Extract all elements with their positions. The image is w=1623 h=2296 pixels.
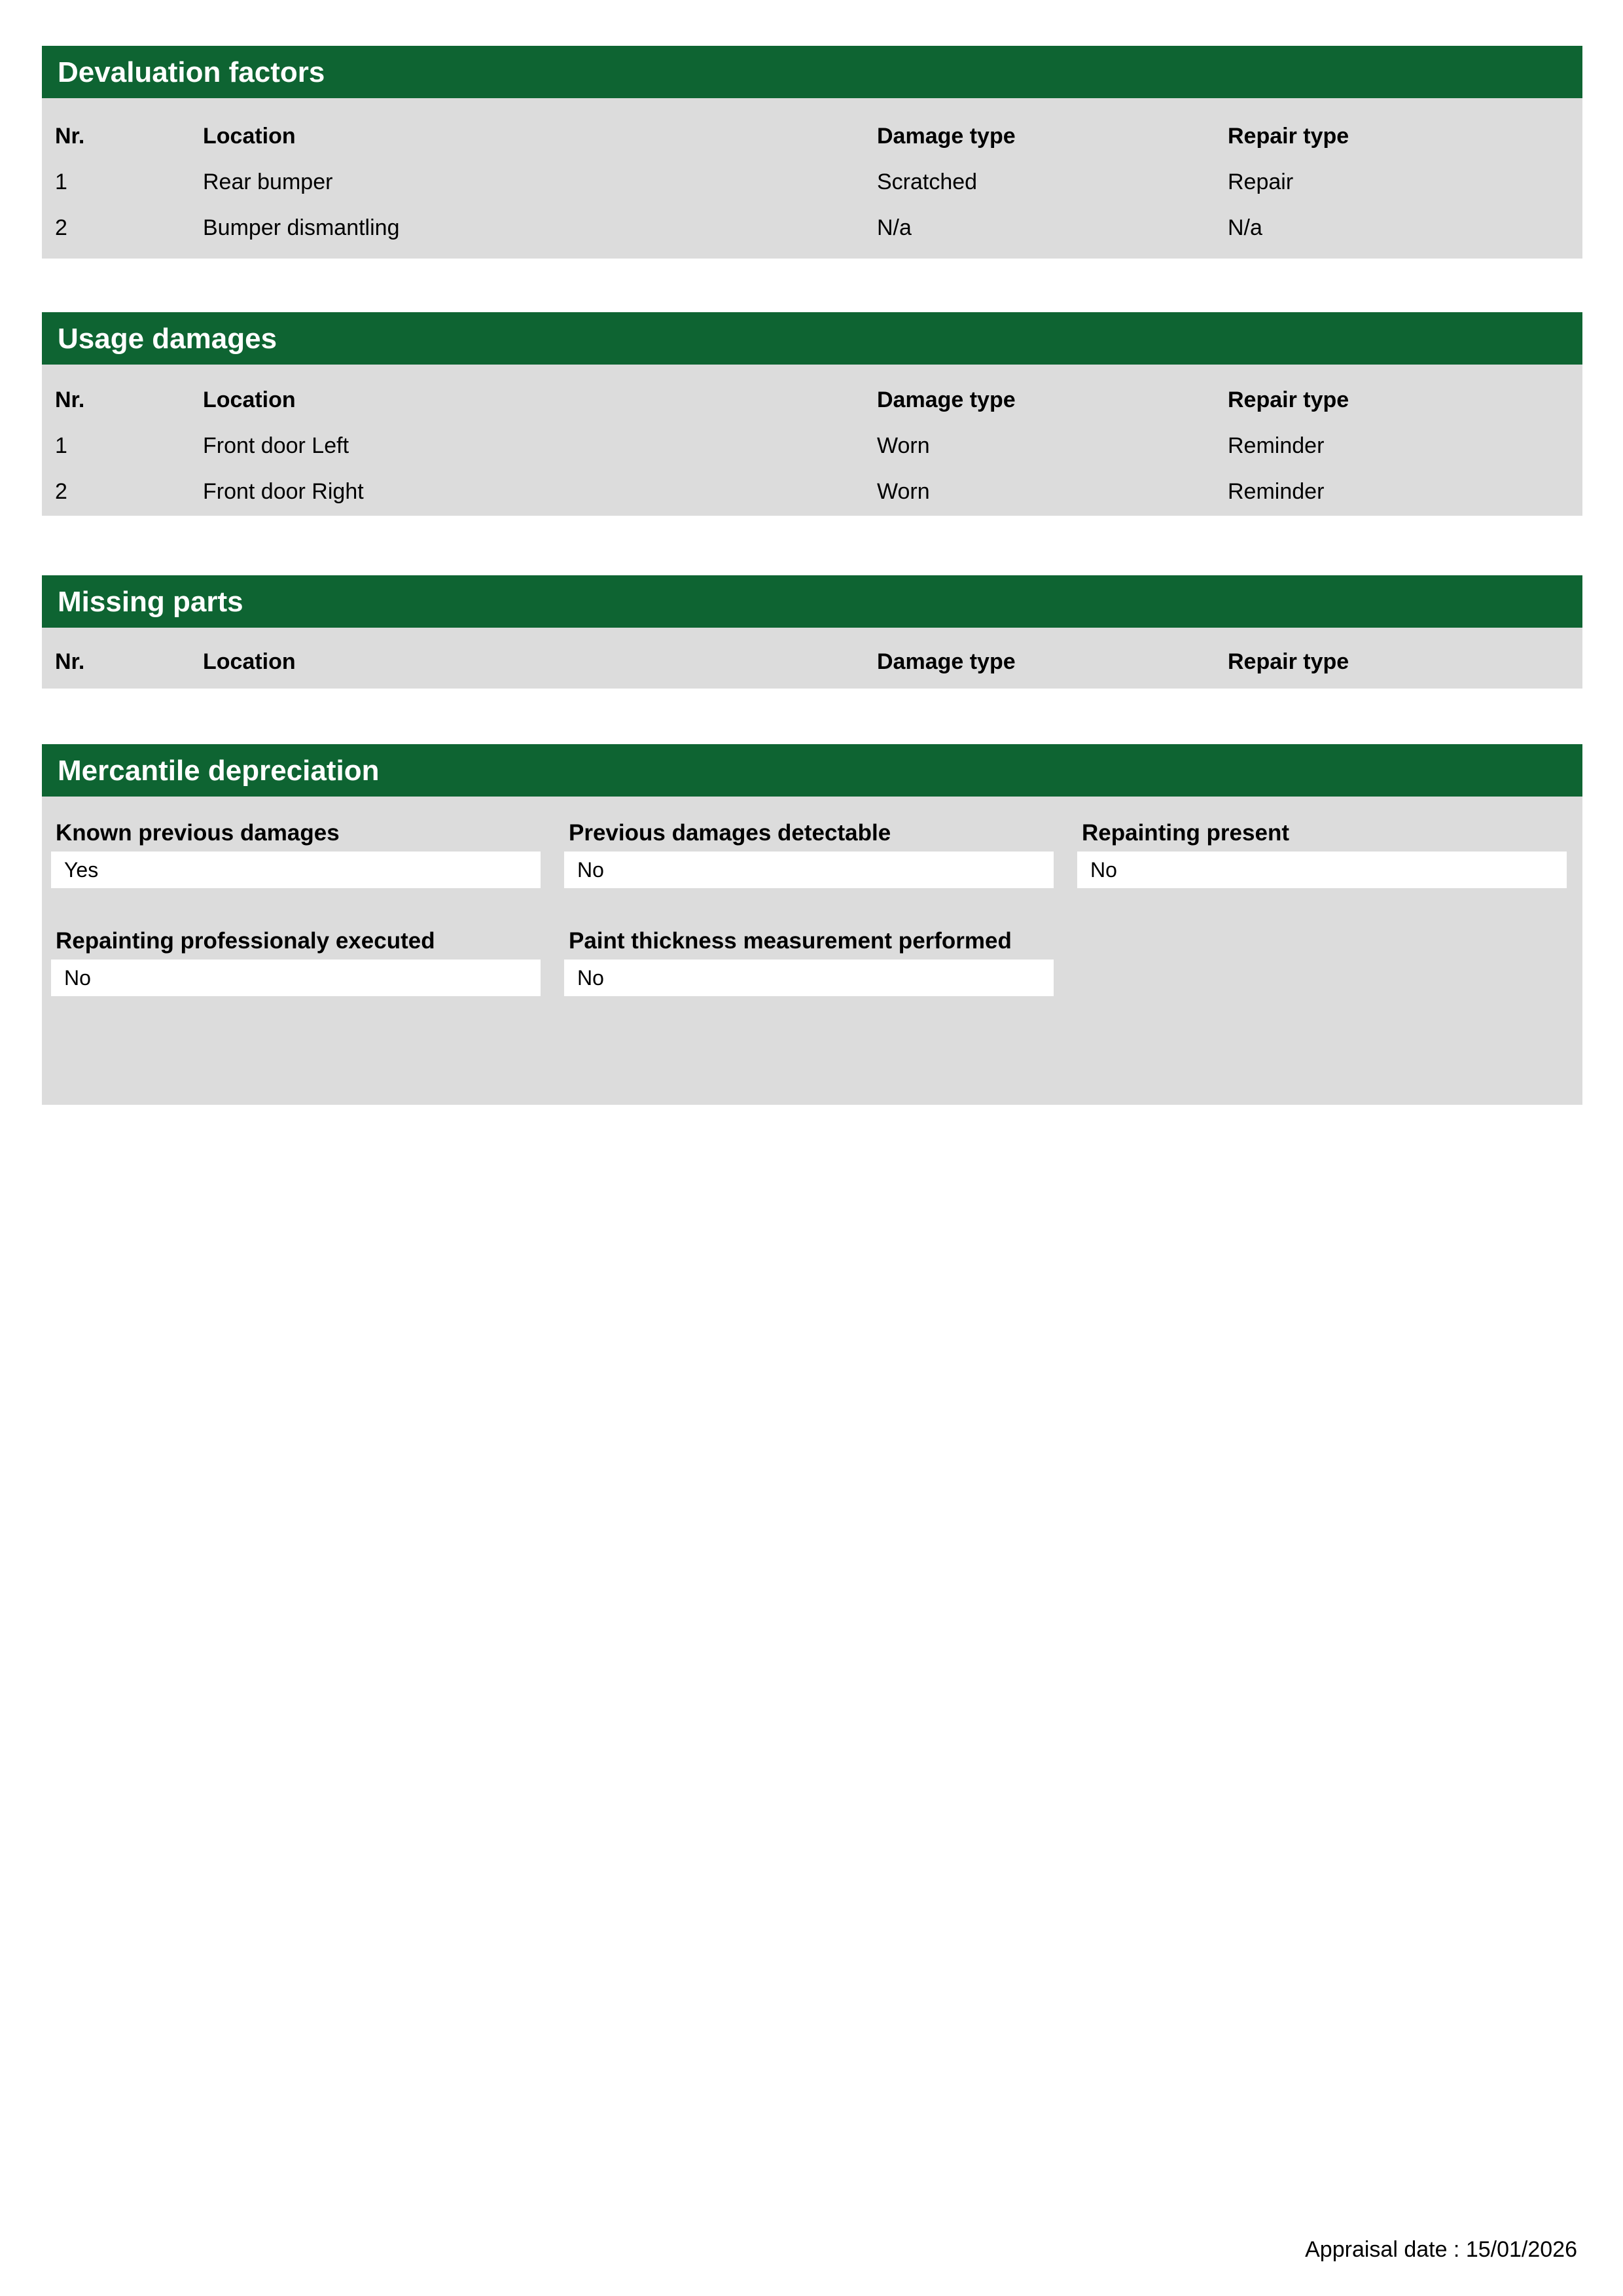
- form-row: [42, 821, 1582, 888]
- damages-table: [42, 377, 1582, 514]
- column-header-repair-type: Repair type: [1228, 387, 1349, 412]
- field-known-previous-damages: [51, 821, 541, 888]
- section-title: Usage damages: [58, 323, 277, 355]
- section-devaluation-factors: [42, 46, 1582, 259]
- cell-nr: 2: [55, 479, 67, 504]
- field-label: Paint thickness measurement performed: [569, 928, 1012, 954]
- column-header-damage-type: Damage type: [877, 649, 1016, 674]
- column-header-damage-type: Damage type: [877, 387, 1016, 412]
- column-header-location: Location: [203, 387, 296, 412]
- section-title: Missing parts: [58, 586, 243, 618]
- column-header-damage-type: Damage type: [877, 124, 1016, 149]
- column-header-nr: Nr.: [55, 124, 85, 149]
- cell-location: Front door Left: [203, 433, 349, 458]
- cell-location: Bumper dismantling: [203, 215, 400, 240]
- cell-nr: 2: [55, 215, 67, 240]
- section-missing-parts: [42, 575, 1582, 689]
- column-header-nr: Nr.: [55, 649, 85, 674]
- section-body: [42, 628, 1582, 689]
- section-title: Mercantile depreciation: [58, 755, 380, 787]
- damages-table: [42, 639, 1582, 685]
- cell-damage-type: Worn: [877, 479, 930, 504]
- column-header-repair-type: Repair type: [1228, 649, 1349, 674]
- cell-location: Front door Right: [203, 479, 364, 504]
- field-repainting-professionaly-executed: [51, 929, 541, 996]
- section-usage-damages: [42, 312, 1582, 516]
- field-label: Repainting professionaly executed: [56, 928, 435, 954]
- section-body: [42, 98, 1582, 259]
- field-repainting-present: [1077, 821, 1567, 888]
- field-label: Previous damages detectable: [569, 820, 891, 846]
- cell-repair-type: Reminder: [1228, 433, 1325, 458]
- cell-repair-type: Reminder: [1228, 479, 1325, 504]
- field-previous-damages-detectable: [564, 821, 1054, 888]
- column-header-location: Location: [203, 649, 296, 674]
- form-row: [42, 929, 1582, 996]
- cell-repair-type: N/a: [1228, 215, 1262, 240]
- cell-damage-type: Worn: [877, 433, 930, 458]
- section-body: [42, 365, 1582, 516]
- section-header: [42, 744, 1582, 797]
- field-value-box: Yes: [51, 852, 541, 888]
- appraisal-date: Appraisal date : 15/01/2026: [1305, 2237, 1577, 2262]
- field-label: Repainting present: [1082, 820, 1289, 846]
- cell-damage-type: Scratched: [877, 170, 978, 194]
- field-value-box: No: [564, 852, 1054, 888]
- field-label: Known previous damages: [56, 820, 340, 846]
- column-header-location: Location: [203, 124, 296, 149]
- field-paint-thickness-measurement-performed: [564, 929, 1054, 996]
- section-body: [42, 797, 1582, 1105]
- section-title: Devaluation factors: [58, 56, 325, 88]
- column-header-repair-type: Repair type: [1228, 124, 1349, 149]
- cell-damage-type: N/a: [877, 215, 912, 240]
- cell-location: Rear bumper: [203, 170, 333, 194]
- field-value-box: No: [564, 960, 1054, 996]
- cell-repair-type: Repair: [1228, 170, 1294, 194]
- damages-table: [42, 113, 1582, 251]
- field-value-box: No: [1077, 852, 1567, 888]
- section-header: [42, 575, 1582, 628]
- section-mercantile-depreciation: [42, 744, 1582, 1105]
- cell-nr: 1: [55, 170, 67, 194]
- section-header: [42, 46, 1582, 98]
- column-header-nr: Nr.: [55, 387, 85, 412]
- cell-nr: 1: [55, 433, 67, 458]
- field-value-box: No: [51, 960, 541, 996]
- section-header: [42, 312, 1582, 365]
